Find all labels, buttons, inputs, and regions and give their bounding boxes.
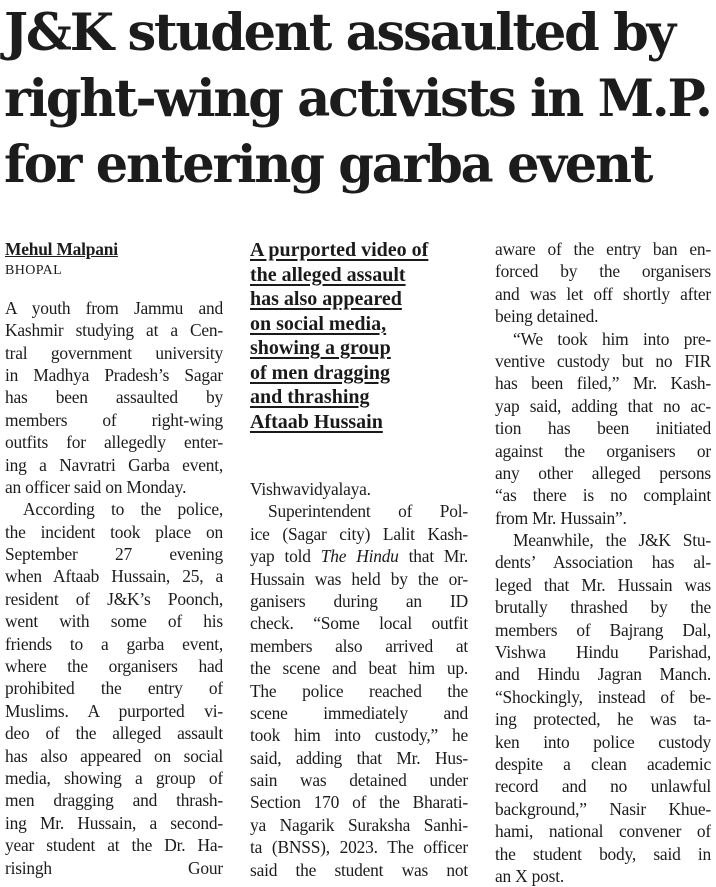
pull-quote-line: Aftaab Hussain: [250, 410, 383, 433]
text-line: The police reached the: [250, 680, 468, 701]
text-line: A youth from Jammu and: [5, 297, 223, 318]
text-line: members of Bajrang Dal,: [495, 619, 711, 640]
text-line: and was let off shortly after: [495, 283, 711, 304]
text-line: Superintendent of Pol-: [268, 501, 468, 522]
headline: [4, 0, 712, 198]
text-line: and Hindu Jagran Manch.: [495, 664, 711, 685]
text-line: “Shockingly, instead of be-: [495, 686, 711, 707]
text-line: outfits for allegedly enter-: [5, 432, 223, 453]
text-line: “as there is no complaint: [495, 485, 711, 506]
text-line: ya Nagarik Suraksha Sanhi-: [250, 814, 468, 835]
headline-line: right-wing activists in M.P.: [4, 69, 711, 129]
headline-line: J&K student assaulted by: [4, 3, 674, 63]
text-line: Hussain was held by the or-: [250, 568, 468, 589]
text-line: brutally thrashed by the: [495, 597, 711, 618]
text-line: the student body, said in: [495, 843, 711, 864]
text-line: has been assaulted by: [5, 387, 223, 408]
pull-quote-line: of men dragging: [250, 361, 390, 384]
byline-author[interactable]: Mehul Malpani: [5, 239, 118, 259]
text-line-with-italic: yap told The Hindu that Mr.: [250, 546, 468, 567]
text-line: against the organisers or: [495, 440, 711, 461]
pull-quote-line: the alleged assault: [250, 263, 406, 286]
text-line: ta (BNSS), 2023. The officer: [250, 837, 468, 858]
text-line: Kashmir studying at a Cen-: [5, 320, 223, 341]
text-line: an X post.: [495, 865, 565, 886]
pull-quote-line: A purported video of: [250, 239, 429, 261]
text-line: ventive custody but no FIR: [495, 350, 711, 371]
text-line: the scene and beat him up.: [250, 658, 468, 679]
text-line: Vishwa Hindu Parishad,: [495, 642, 711, 663]
text-line: when Aftaab Hussain, 25, a: [5, 566, 223, 587]
text-line: any other alleged persons: [495, 462, 711, 483]
article-column-1: [5, 238, 223, 879]
text-line: record and no unlawful: [495, 776, 711, 797]
text-line: said the student was not: [250, 859, 468, 880]
text-line: ing Mr. Hussain, a second-: [5, 812, 223, 833]
text-line: ganisers during an ID: [250, 590, 468, 611]
text-line: from Mr. Hussain”.: [495, 507, 627, 528]
text-line: men dragging and thrash-: [5, 790, 223, 811]
text-line: has been filed,” Mr. Kash-: [495, 373, 711, 394]
text-line: yap said, adding that no ac-: [495, 395, 711, 416]
text-line: despite a clean academic: [495, 753, 711, 774]
article-column-3: [495, 238, 711, 887]
text-line: dents’ Association has al-: [495, 552, 711, 573]
text-line: took him into custody,” he: [250, 725, 468, 746]
text-line: where the organisers had: [5, 656, 223, 677]
text-line: tion has been initiated: [495, 418, 711, 439]
headline-line: for entering garba event: [4, 135, 652, 195]
text-line: ing a Navratri Garba event,: [5, 454, 223, 475]
text-line: forced by the organisers: [495, 261, 711, 282]
text-line: hami, national convener of: [495, 821, 711, 842]
text-line: year student at the Dr. Ha-: [5, 835, 223, 856]
text-line: being detained.: [495, 306, 599, 327]
text-line: media, showing a group of: [5, 767, 223, 788]
text-line: “We took him into pre-: [513, 328, 711, 349]
text-line: tral government university: [5, 342, 223, 363]
text-line: prohibited the entry of: [5, 678, 223, 699]
text-line: background,” Nasir Khue-: [495, 798, 711, 819]
text-line: September 27 evening: [5, 544, 223, 565]
text-line: risingh Gour: [5, 857, 223, 878]
dateline: BHOPAL: [5, 263, 63, 279]
text-line: Section 170 of the Bharati-: [250, 792, 468, 813]
text-line: ice (Sagar city) Lalit Kash-: [250, 523, 468, 544]
pull-quote-line: on social media,: [250, 312, 387, 335]
text-line: According to the police,: [23, 499, 223, 520]
pull-quote: [250, 238, 468, 434]
text-line: resident of J&K’s Poonch,: [5, 588, 223, 609]
pull-quote-line: and thrashing: [250, 386, 370, 408]
text-line: Vishwavidyalaya.: [250, 479, 371, 499]
text-line: the incident took place on: [5, 521, 223, 542]
text-line: check. “Some local outfit: [250, 613, 468, 634]
text-line: in Madhya Pradesh’s Sagar: [5, 364, 223, 385]
text-line: leged that Mr. Hussain was: [495, 574, 711, 595]
text-line: ing protected, he was ta-: [495, 709, 711, 730]
text-line: Meanwhile, the J&K Stu-: [513, 530, 711, 551]
text-line: scene immediately and: [250, 702, 468, 723]
text-line: deo of the alleged assault: [5, 723, 223, 744]
text-line: friends to a garba event,: [5, 633, 223, 654]
pull-quote-line: has also appeared: [250, 288, 402, 310]
text-line: said, adding that Mr. Hus-: [250, 747, 468, 768]
text-line: sain was detained under: [250, 770, 468, 791]
publication-name: The Hindu: [320, 546, 399, 567]
text-line: ken into police custody: [495, 731, 711, 752]
text-line: aware of the entry ban en-: [495, 239, 711, 259]
text-line: went with some of his: [5, 611, 223, 632]
article-column-2: [250, 238, 468, 881]
text-line: members also arrived at: [250, 635, 468, 656]
pull-quote-line: showing a group: [250, 337, 391, 359]
text-line: members of right-wing: [5, 409, 223, 430]
text-line: an officer said on Monday.: [5, 476, 187, 497]
text-line: Muslims. A purported vi-: [5, 700, 223, 721]
text-line: has also appeared on social: [5, 745, 223, 766]
